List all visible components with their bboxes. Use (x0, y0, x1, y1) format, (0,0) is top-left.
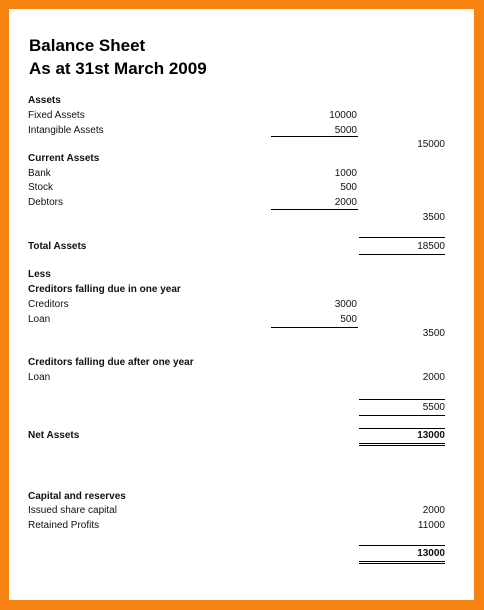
debtors-value: 2000 (334, 197, 357, 208)
stock-row (9, 180, 474, 195)
within-year-heading: Creditors falling due in one year (28, 284, 181, 295)
creditors-label: Creditors (28, 299, 69, 310)
after-year-heading-row (9, 355, 474, 370)
total-assets-row (9, 239, 474, 254)
share-capital-label: Issued share capital (28, 505, 117, 516)
after-year-subtotal: 5500 (422, 402, 445, 413)
stock-label: Stock (28, 182, 54, 193)
after-year-subtotal-row (9, 400, 474, 415)
intangible-assets-value: 5000 (334, 125, 357, 136)
retained-profits-row (9, 518, 474, 533)
divider (359, 563, 445, 564)
divider (359, 237, 445, 238)
divider (359, 443, 445, 444)
total-assets-label: Total Assets (28, 241, 87, 252)
long-loan-value: 2000 (422, 372, 445, 383)
bank-row (9, 166, 474, 181)
capital-heading-row (9, 489, 474, 504)
intangible-assets-label: Intangible Assets (28, 125, 104, 136)
intangible-assets-row (9, 123, 474, 138)
retained-profits-value: 11000 (417, 520, 445, 531)
divider (359, 254, 445, 255)
less-subtotal: 3500 (422, 328, 445, 339)
long-loan-label: Loan (28, 372, 51, 383)
capital-total-value: 13000 (417, 548, 445, 559)
net-assets-row (9, 428, 474, 443)
net-assets-value: 13000 (417, 430, 445, 441)
capital-total-row (9, 546, 474, 561)
divider (359, 415, 445, 416)
page-title: Balance Sheet (29, 36, 146, 55)
assets-subtotal: 15000 (417, 139, 445, 150)
retained-profits-label: Retained Profits (28, 520, 100, 531)
page-subtitle: As at 31st March 2009 (29, 59, 207, 78)
less-heading: Less (28, 269, 51, 280)
loan-row (9, 312, 474, 327)
less-heading-row (9, 267, 474, 282)
bank-value: 1000 (334, 168, 357, 179)
long-loan-row (9, 370, 474, 385)
fixed-assets-label: Fixed Assets (28, 110, 85, 121)
assets-heading-row (9, 93, 474, 108)
debtors-label: Debtors (28, 197, 64, 208)
creditors-value: 3000 (334, 299, 357, 310)
creditors-row (9, 297, 474, 312)
within-year-heading-row (9, 282, 474, 297)
loan-label: Loan (28, 314, 51, 325)
fixed-assets-row (9, 108, 474, 123)
less-subtotal-row (9, 326, 474, 341)
capital-heading: Capital and reserves (28, 491, 126, 502)
after-year-heading: Creditors falling due after one year (28, 357, 194, 368)
divider (359, 561, 445, 562)
fixed-assets-value: 10000 (329, 110, 357, 121)
assets-subtotal-row (9, 137, 474, 152)
share-capital-row (9, 503, 474, 518)
net-assets-label: Net Assets (28, 430, 80, 441)
debtors-row (9, 195, 474, 210)
loan-value: 500 (340, 314, 357, 325)
current-assets-subtotal-row (9, 210, 474, 225)
divider (359, 445, 445, 446)
assets-heading: Assets (28, 95, 61, 106)
share-capital-value: 2000 (422, 505, 445, 516)
current-assets-heading: Current Assets (28, 153, 100, 164)
current-assets-heading-row (9, 151, 474, 166)
stock-value: 500 (340, 182, 357, 193)
bank-label: Bank (28, 168, 51, 179)
balance-sheet-page (9, 9, 474, 600)
total-assets-value: 18500 (417, 241, 445, 252)
current-assets-subtotal: 3500 (422, 212, 445, 223)
